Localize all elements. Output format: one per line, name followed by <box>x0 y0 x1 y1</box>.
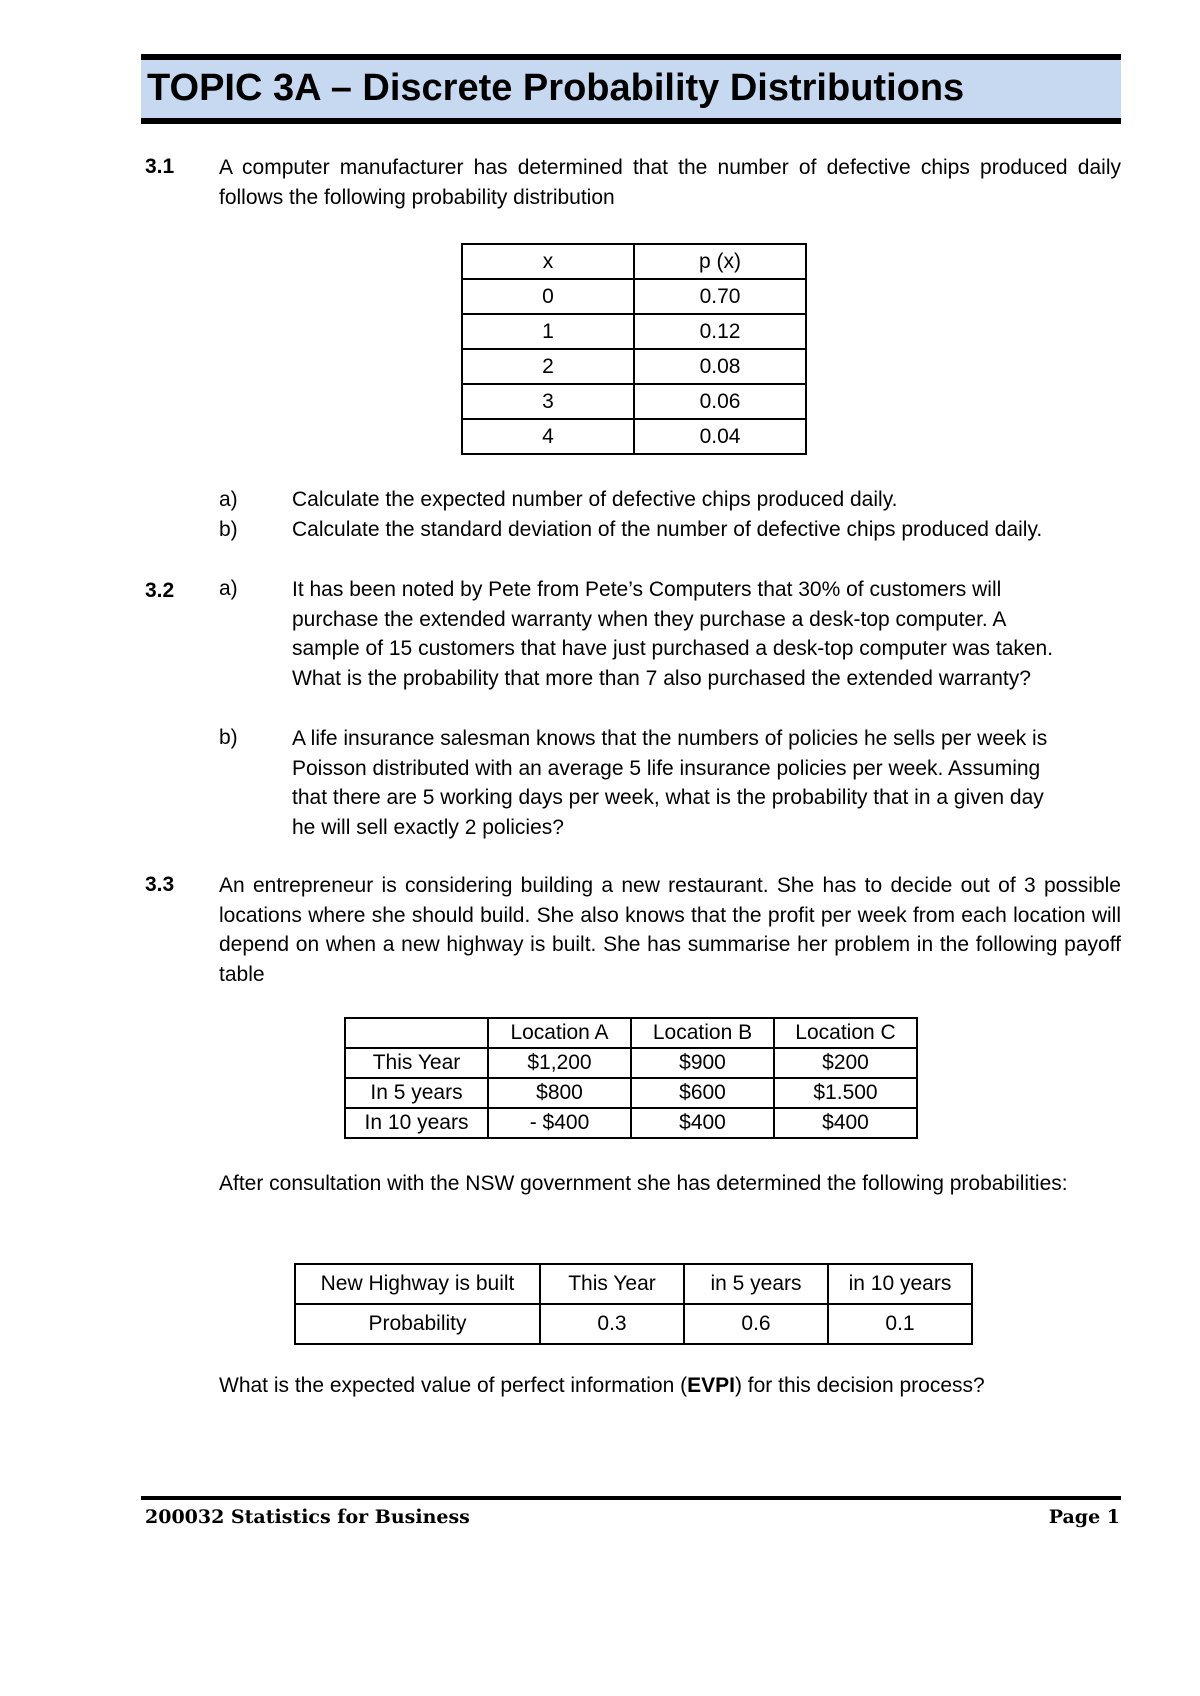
table-header-cell: in 10 years <box>828 1264 972 1304</box>
evpi-term: EVPI <box>687 1374 735 1397</box>
question-number-3-1: 3.1 <box>145 155 175 178</box>
text-line: that there are 5 working days per week, what is the probability that in a given day <box>292 786 1044 809</box>
title-band <box>141 54 1121 124</box>
table-cell: $400 <box>774 1108 917 1138</box>
question-number-3-2: 3.2 <box>145 579 175 602</box>
text-line: sample of 15 customers that have just purchased a desk-top computer was taken. <box>292 637 1054 660</box>
text-line: A life insurance salesman knows that the numbers of policies he sells per week is <box>292 727 1048 750</box>
table-cell: 3 <box>462 384 634 419</box>
table-header-cell: x <box>462 244 634 279</box>
table-row <box>462 314 806 349</box>
question-3-3-after: After consultation with the NSW government she has determined the following probabilities: <box>219 1172 1068 1195</box>
part-label-3-2-b: b) <box>219 726 238 749</box>
footer-rule <box>141 1496 1121 1500</box>
table-header-cell: This Year <box>540 1264 684 1304</box>
footer-page-number: Page 1 <box>1048 1506 1120 1528</box>
table-cell: 0.6 <box>684 1304 828 1344</box>
table-cell: $1,200 <box>488 1048 631 1078</box>
text-line: What is the probability that more than 7 also purchased the extended warranty? <box>292 666 1031 690</box>
part-text-3-1-a: Calculate the expected number of defective chips produced daily. <box>292 488 898 511</box>
question-3-3-evpi <box>219 1374 985 1398</box>
table-cell: 0.08 <box>634 349 806 384</box>
table-header-row <box>295 1264 972 1304</box>
payoff-table <box>344 1017 918 1139</box>
table-cell: In 10 years <box>345 1108 488 1138</box>
part-label-3-1-a: a) <box>219 488 238 511</box>
table-header-cell <box>345 1018 488 1048</box>
table-cell: 0 <box>462 279 634 314</box>
table-cell: - $400 <box>488 1108 631 1138</box>
page-title: TOPIC 3A – Discrete Probability Distributions <box>147 67 965 109</box>
text-line: purchase the extended warranty when they purchase a desk-top computer. A <box>292 607 1007 631</box>
table-row <box>462 419 806 454</box>
table-header-row <box>345 1018 917 1048</box>
table-cell: 0.12 <box>634 314 806 349</box>
question-3-3-intro: An entrepreneur is considering building a new restaurant. She has to decide out of 3 possible locations where she should build. She also knows that the profit per week from each location will depend on when a new highway is built. She has summarise her problem in the following payoff table <box>219 874 1121 986</box>
table-cell: 0.70 <box>634 279 806 314</box>
table-header-cell: Location A <box>488 1018 631 1048</box>
table-cell: 4 <box>462 419 634 454</box>
table-cell: 0.04 <box>634 419 806 454</box>
footer-course: 200032 Statistics for Business <box>145 1506 470 1528</box>
text-line: It has been noted by Pete from Pete’s Computers that 30% of customers will <box>292 578 1002 601</box>
table-row <box>462 384 806 419</box>
table-cell: $600 <box>631 1078 774 1108</box>
table-cell: $900 <box>631 1048 774 1078</box>
table-header-cell: Location B <box>631 1018 774 1048</box>
evpi-text-after: ) for this decision process? <box>734 1374 985 1397</box>
evpi-text-before: What is the expected value of perfect information ( <box>219 1374 688 1397</box>
part-label-3-2-a: a) <box>219 577 238 600</box>
table-row <box>345 1048 917 1078</box>
question-3-1-intro: A computer manufacturer has determined that the number of defective chips produced daily follows the following probability distribution <box>219 156 1121 209</box>
table-row <box>345 1078 917 1108</box>
table-header-row <box>462 244 806 279</box>
part-text-3-2-b <box>292 724 1121 842</box>
table-row <box>345 1108 917 1138</box>
text-line: he will sell exactly 2 policies? <box>292 815 564 839</box>
table-cell: 0.06 <box>634 384 806 419</box>
table-cell: $200 <box>774 1048 917 1078</box>
table-cell: 2 <box>462 349 634 384</box>
table-cell: Probability <box>295 1304 540 1344</box>
table-header-cell: Location C <box>774 1018 917 1048</box>
text-line: Poisson distributed with an average 5 life insurance policies per week. Assuming <box>292 756 1041 780</box>
table-header-cell: in 5 years <box>684 1264 828 1304</box>
probability-distribution-table <box>461 243 807 455</box>
table-cell: 1 <box>462 314 634 349</box>
table-cell: $400 <box>631 1108 774 1138</box>
table-cell: 0.3 <box>540 1304 684 1344</box>
table-row <box>462 349 806 384</box>
table-cell: 0.1 <box>828 1304 972 1344</box>
table-cell: $1.500 <box>774 1078 917 1108</box>
part-text-3-2-a <box>292 575 1121 693</box>
part-label-3-1-b: b) <box>219 518 238 541</box>
table-cell: $800 <box>488 1078 631 1108</box>
table-row <box>462 279 806 314</box>
table-cell: In 5 years <box>345 1078 488 1108</box>
highway-probability-table <box>294 1263 973 1345</box>
part-text-3-1-b: Calculate the standard deviation of the number of defective chips produced daily. <box>292 518 1043 541</box>
table-cell: This Year <box>345 1048 488 1078</box>
table-row <box>295 1304 972 1344</box>
table-header-cell: p (x) <box>634 244 806 279</box>
table-header-cell: New Highway is built <box>295 1264 540 1304</box>
question-number-3-3: 3.3 <box>145 873 175 896</box>
